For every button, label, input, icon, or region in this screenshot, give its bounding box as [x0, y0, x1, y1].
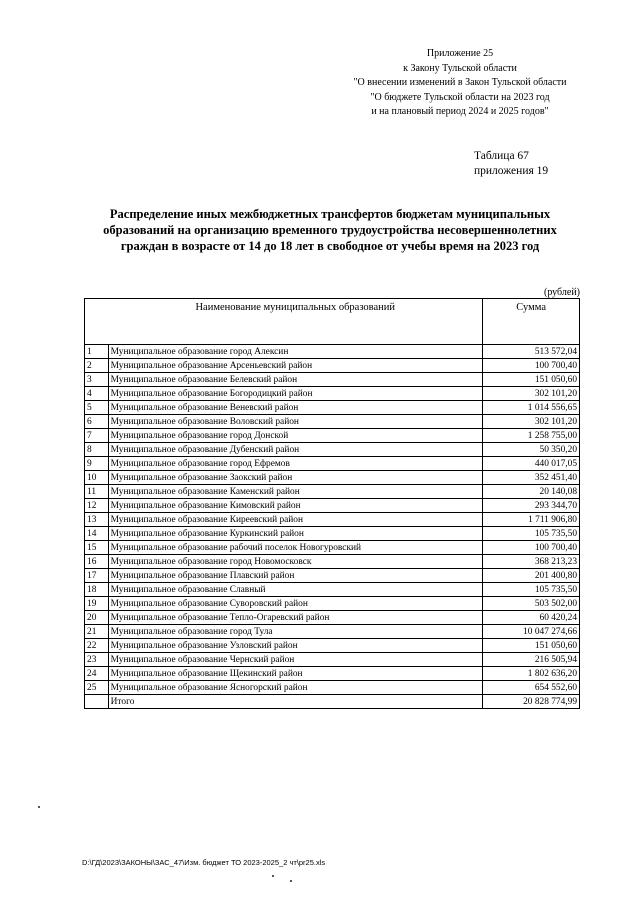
table-number: Таблица 67 — [474, 150, 529, 162]
row-number-cell: 3 — [85, 373, 109, 387]
table-row — [85, 555, 580, 569]
table-row — [85, 681, 580, 695]
scan-speck — [38, 806, 40, 808]
table-row — [85, 443, 580, 457]
row-sum-cell: 503 502,00 — [483, 597, 580, 611]
row-sum-cell: 105 735,50 — [483, 583, 580, 597]
row-sum-cell: 352 451,40 — [483, 471, 580, 485]
row-number-cell: 1 — [85, 345, 109, 359]
row-number-cell: 13 — [85, 513, 109, 527]
header-name-cell: Наименование муниципальных образований — [108, 299, 483, 345]
row-sum-cell: 216 505,94 — [483, 653, 580, 667]
row-sum-cell: 440 017,05 — [483, 457, 580, 471]
title-line: граждан в возрасте от 14 до 18 лет в свободное от учебы время на 2023 год — [120, 239, 540, 253]
row-number-cell: 15 — [85, 541, 109, 555]
row-name-cell: Муниципальное образование Заокский район — [108, 471, 483, 485]
row-sum-cell: 1 711 906,80 — [483, 513, 580, 527]
row-sum-cell: 201 400,80 — [483, 569, 580, 583]
row-sum-cell: 100 700,40 — [483, 359, 580, 373]
row-number-cell: 2 — [85, 359, 109, 373]
row-number-cell: 14 — [85, 527, 109, 541]
row-number-cell: 18 — [85, 583, 109, 597]
total-sum-cell: 20 828 774,99 — [483, 695, 580, 709]
row-name-cell: Муниципальное образование город Ефремов — [108, 457, 483, 471]
row-number-cell: 4 — [85, 387, 109, 401]
row-number-cell: 24 — [85, 667, 109, 681]
table-total-row — [85, 695, 580, 709]
header-number-cell — [85, 299, 109, 345]
row-name-cell: Муниципальное образование рабочий поселок Новогуровский — [108, 541, 483, 555]
table-row — [85, 583, 580, 597]
table-row — [85, 653, 580, 667]
table-row — [85, 345, 580, 359]
row-sum-cell: 20 140,08 — [483, 485, 580, 499]
appendix-line: Приложение 25 — [426, 48, 494, 59]
table-row — [85, 611, 580, 625]
row-number-cell: 25 — [85, 681, 109, 695]
row-sum-cell: 1 802 636,20 — [483, 667, 580, 681]
row-sum-cell: 302 101,20 — [483, 415, 580, 429]
table-row — [85, 485, 580, 499]
row-name-cell: Муниципальное образование город Донской — [108, 429, 483, 443]
row-name-cell: Муниципальное образование город Алексин — [108, 345, 483, 359]
table-body — [85, 345, 580, 709]
table-row — [85, 499, 580, 513]
appendix-line: "О бюджете Тульской области на 2023 год — [370, 91, 550, 103]
row-name-cell: Муниципальное образование Воловский район — [108, 415, 483, 429]
row-sum-cell: 100 700,40 — [483, 541, 580, 555]
row-sum-cell: 368 213,23 — [483, 555, 580, 569]
row-number-cell: 19 — [85, 597, 109, 611]
table-row — [85, 373, 580, 387]
row-sum-cell: 60 420,24 — [483, 611, 580, 625]
table-row — [85, 639, 580, 653]
table-header-row — [85, 299, 580, 345]
row-number-cell: 17 — [85, 569, 109, 583]
row-sum-cell: 654 552,60 — [483, 681, 580, 695]
row-name-cell: Муниципальное образование Тепло-Огаревский район — [108, 611, 483, 625]
row-name-cell: Муниципальное образование Богородицкий район — [108, 387, 483, 401]
row-name-cell: Муниципальное образование Чернский район — [108, 653, 483, 667]
row-sum-cell: 105 735,50 — [483, 527, 580, 541]
title-line: образований на организацию временного трудоустройства несовершеннолетних — [103, 223, 557, 237]
table-row — [85, 527, 580, 541]
table-row — [85, 359, 580, 373]
row-sum-cell: 1 258 755,00 — [483, 429, 580, 443]
row-name-cell: Муниципальное образование Суворовский район — [108, 597, 483, 611]
table-row — [85, 429, 580, 443]
row-name-cell: Муниципальное образование Славный — [108, 583, 483, 597]
file-path-footer: D:\ГД\2023\ЗАКОНЫ\ЗАС_47\Изм. бюджет ТО 2023-2025_2 чт\pr25.xls — [82, 858, 326, 867]
title-line: Распределение иных межбюджетных трансфертов бюджетам муниципальных — [109, 207, 551, 221]
row-sum-cell: 10 047 274,66 — [483, 625, 580, 639]
table-row — [85, 569, 580, 583]
appendix-line: к Закону Тульской области — [403, 62, 517, 74]
table-row — [85, 597, 580, 611]
row-sum-cell: 293 344,70 — [483, 499, 580, 513]
units-label: (рублей) — [543, 287, 580, 298]
table-row — [85, 457, 580, 471]
appendix-line: "О внесении изменений в Закон Тульской области — [353, 77, 567, 89]
row-name-cell: Муниципальное образование Веневский район — [108, 401, 483, 415]
row-sum-cell: 513 572,04 — [483, 345, 580, 359]
row-name-cell: Муниципальное образование город Тула — [108, 625, 483, 639]
row-sum-cell: 151 050,60 — [483, 639, 580, 653]
row-number-cell: 22 — [85, 639, 109, 653]
row-name-cell: Муниципальное образование Киреевский район — [108, 513, 483, 527]
total-number-cell — [85, 695, 109, 709]
row-name-cell: Муниципальное образование Узловский район — [108, 639, 483, 653]
row-number-cell: 5 — [85, 401, 109, 415]
row-number-cell: 16 — [85, 555, 109, 569]
table-row — [85, 401, 580, 415]
row-name-cell: Муниципальное образование город Новомосковск — [108, 555, 483, 569]
row-number-cell: 8 — [85, 443, 109, 457]
table-row — [85, 625, 580, 639]
header-sum-cell: Сумма — [483, 299, 580, 345]
row-number-cell: 20 — [85, 611, 109, 625]
appendix-header — [340, 47, 580, 120]
table-row — [85, 415, 580, 429]
row-name-cell: Муниципальное образование Белевский район — [108, 373, 483, 387]
row-sum-cell: 151 050,60 — [483, 373, 580, 387]
table-reference — [470, 149, 594, 179]
table-row — [85, 387, 580, 401]
row-number-cell: 12 — [85, 499, 109, 513]
row-number-cell: 23 — [85, 653, 109, 667]
table-row — [85, 513, 580, 527]
row-name-cell: Муниципальное образование Каменский район — [108, 485, 483, 499]
row-number-cell: 21 — [85, 625, 109, 639]
row-number-cell: 6 — [85, 415, 109, 429]
row-name-cell: Муниципальное образование Щекинский район — [108, 667, 483, 681]
table-row — [85, 471, 580, 485]
table-appendix: приложения 19 — [474, 165, 549, 177]
row-name-cell: Муниципальное образование Арсеньевский район — [108, 359, 483, 373]
scan-speck — [272, 875, 274, 877]
row-sum-cell: 1 014 556,65 — [483, 401, 580, 415]
row-number-cell: 9 — [85, 457, 109, 471]
scan-speck — [290, 880, 292, 882]
total-label-cell: Итого — [108, 695, 483, 709]
table-row — [85, 667, 580, 681]
document-title — [80, 206, 580, 254]
row-number-cell: 7 — [85, 429, 109, 443]
row-sum-cell: 302 101,20 — [483, 387, 580, 401]
appendix-line: и на плановый период 2024 и 2025 годов" — [371, 106, 549, 118]
row-name-cell: Муниципальное образование Ясногорский район — [108, 681, 483, 695]
row-number-cell: 11 — [85, 485, 109, 499]
row-name-cell: Муниципальное образование Куркинский район — [108, 527, 483, 541]
row-number-cell: 10 — [85, 471, 109, 485]
row-name-cell: Муниципальное образование Плавский район — [108, 569, 483, 583]
row-name-cell: Муниципальное образование Кимовский район — [108, 499, 483, 513]
row-name-cell: Муниципальное образование Дубенский район — [108, 443, 483, 457]
distribution-table — [84, 298, 580, 709]
table-row — [85, 541, 580, 555]
row-sum-cell: 50 350,20 — [483, 443, 580, 457]
